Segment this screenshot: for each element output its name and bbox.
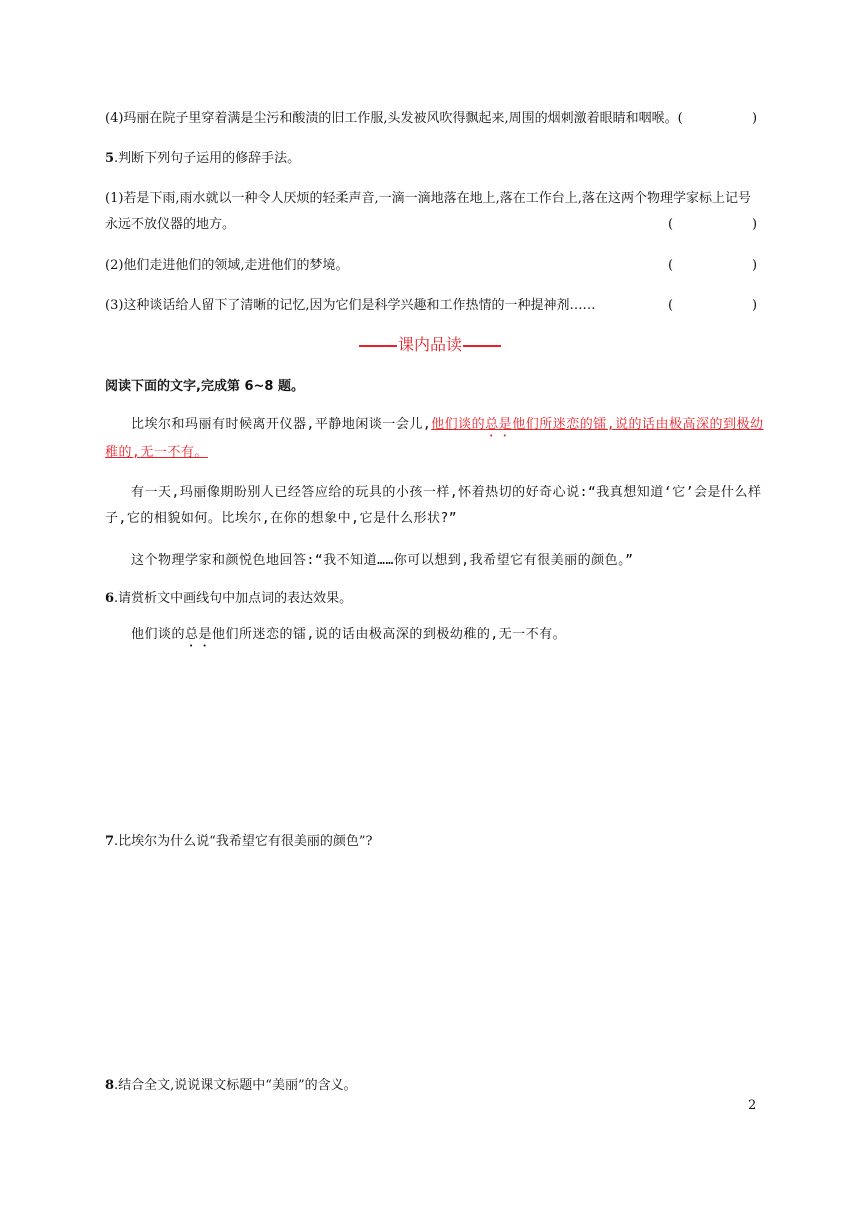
question-8-text: .结合全文,说说课文标题中“美丽”的含义。 [114, 1078, 357, 1093]
title-rule-right [463, 345, 501, 347]
question-6-number: 6 [105, 591, 115, 606]
answer-blank-close: ) [752, 217, 758, 232]
answer-blank-close: ) [752, 258, 758, 273]
question-6-text: .请赏析文中画线句中加点词的表达效果。 [114, 591, 353, 606]
question-6-quote [105, 622, 765, 650]
answer-blank-open: ( [668, 258, 674, 273]
section-title-text: 课内品读 [397, 335, 462, 354]
answer-blank-open: ( [668, 298, 674, 313]
underlined-part: 他们所迷恋的镭,说的话由极高深的到极幼稚的, [105, 417, 764, 460]
question-4-text: 玛丽在院子里穿着满是尘污和酸渍的旧工作服,头发被风吹得飘起来,周围的烟刺激着眼睛和咽喉。( [123, 111, 683, 126]
question-4 [105, 110, 683, 128]
question-5-item-3: (3)这种谈话给人留下了清晰的记忆,因为它们是科学兴趣和工作热情的一种提神剂…… [105, 298, 596, 313]
passage-paragraph-3: 这个物理学家和颜悦色地回答:“我不知道……你可以想到,我希望它有很美丽的颜色。” [131, 553, 634, 568]
question-5-stem [105, 150, 300, 168]
question-5-text: .判断下列句子运用的修辞手法。 [114, 151, 301, 166]
question-7-number: 7 [105, 834, 115, 849]
passage-paragraph-2 [105, 480, 765, 532]
section-title [0, 334, 860, 356]
quote-text: 他们所迷恋的镭,说的话由极高深的到极幼稚的,无一不有。 [212, 627, 567, 642]
question-5-number: 5 [105, 151, 115, 166]
passage-text: 它的相貌如何。比埃尔,在你的想象中,它是什么形状?” [126, 511, 458, 526]
question-4-answer-close: ) [752, 111, 758, 126]
title-rule-left [359, 345, 397, 347]
question-6-stem [105, 590, 352, 608]
reading-intro: 阅读下面的文字,完成第 6~8 题。 [105, 379, 304, 394]
question-5-item-1-line-2: 永远不放仪器的地方。 [105, 217, 236, 232]
passage-text: 有一天,玛丽像期盼别人已经答应给的玩具的小孩一样,怀着热切的好奇心说:“我真想知道‘它’会是什么样子, [105, 485, 762, 526]
answer-blank-close: ) [752, 298, 758, 313]
question-7-text: .比埃尔为什么说“我希望它有很美丽的颜色”? [114, 834, 373, 849]
question-7-stem [105, 833, 372, 851]
answer-blank-open: ( [668, 217, 674, 232]
underlined-part: 他们谈的 [431, 417, 486, 432]
underlined-part: 无一不有。 [140, 445, 208, 460]
passage-text: 比埃尔和玛丽有时候离开仪器,平静地闲谈一会儿, [131, 417, 432, 432]
emphasized-word: 总是 [485, 417, 513, 432]
question-4-number: (4) [105, 111, 124, 126]
question-5-item-1-line-1: (1)若是下雨,雨水就以一种令人厌烦的轻柔声音,一滴一滴地落在地上,落在工作台上,落在这两个物理学家标上记号 [105, 191, 751, 206]
question-5-item-2: (2)他们走进他们的领域,走进他们的梦境。 [105, 258, 349, 273]
question-8-stem [105, 1077, 357, 1095]
quote-text: 他们谈的 [131, 627, 186, 642]
page-number: 2 [748, 1098, 757, 1113]
question-8-number: 8 [105, 1078, 115, 1093]
passage-paragraph-1 [105, 412, 765, 466]
emphasized-word: 总是 [185, 627, 213, 642]
